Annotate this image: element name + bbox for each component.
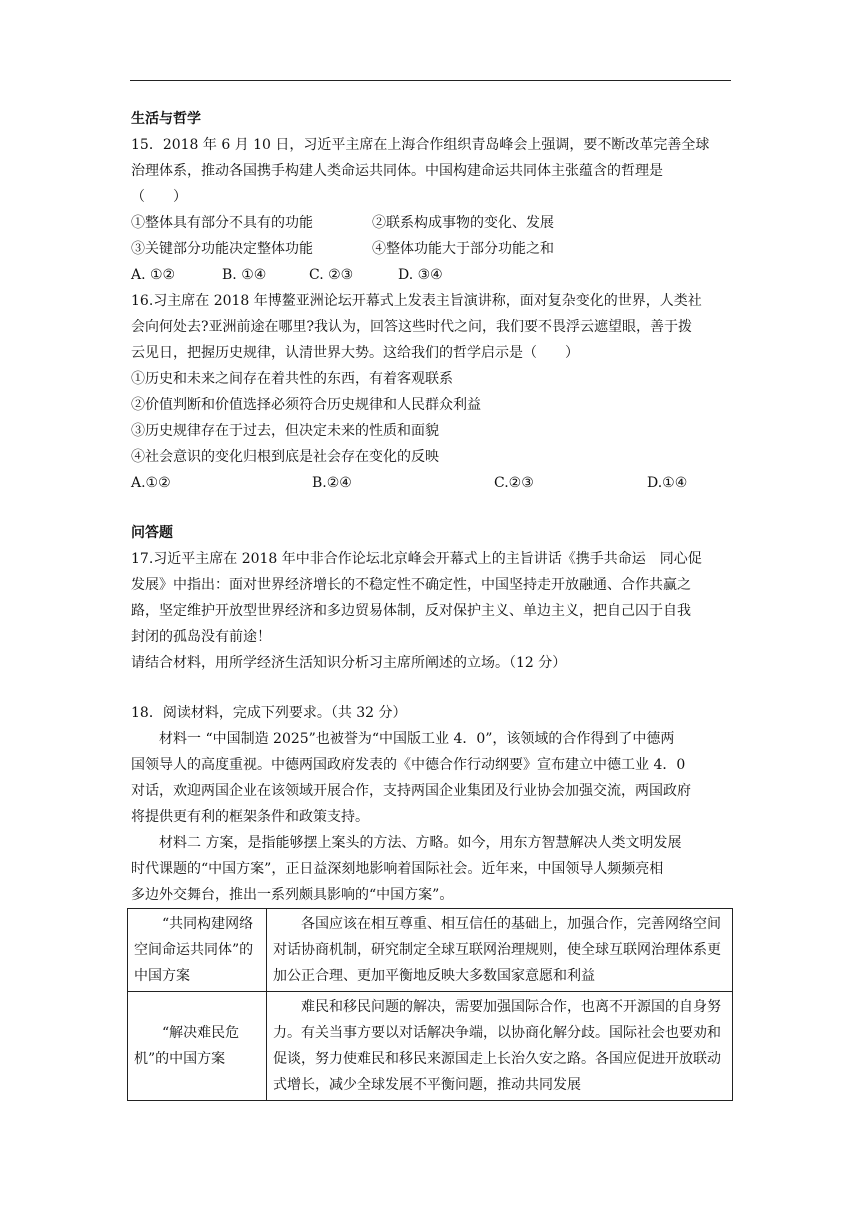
q15-choice-c: C. ②③ <box>309 267 354 283</box>
table-body-text: 难民和移民问题的解决，需要加强国际合作，也离不开源国的自身努力。有关当事方要以对话解决争端，以协商化解分歧。国际社会也要劝和促谈，努力使难民和移民来源国走上长治久安之路。各国应促进开放联动式增长，减少全球发展不平衡问题，推动共同发展 <box>273 999 721 1093</box>
q15-line: 15．2018 年 6 月 10 日，习近平主席在上海合作组织青岛峰会上强调，要不断改革完善全球 <box>131 137 710 153</box>
q16-item: ①历史和未来之间存在着共性的东西，有着客观联系 <box>131 371 453 387</box>
q15-option: ③关键部分功能决定整体功能 <box>131 241 313 257</box>
q17-line: 发展》中指出：面对世界经济增长的不稳定性不确定性，中国坚持走开放融通、合作共赢之 <box>131 577 691 593</box>
question-16 <box>131 288 731 496</box>
q18-material-2-line: 多边外交舞台，推出一系列颇具影响的“中国方案”。 <box>131 887 454 903</box>
q16-line: 会向何处去?亚洲前途在哪里?我认为，回答这些时代之问，我们要不畏浮云遮望眼，善于拨 <box>131 319 693 335</box>
q15-choices <box>131 262 731 288</box>
q16-choices <box>131 470 731 496</box>
q16-item: ③历史规律存在于过去，但决定未来的性质和面貌 <box>131 423 439 439</box>
q17-line: 17.习近平主席在 2018 年中非合作论坛北京峰会开幕式上的主旨讲话《携手共命运 同心促 <box>131 551 702 567</box>
table-cell-label <box>128 992 267 1101</box>
header-rule <box>130 80 731 81</box>
table-cell-text <box>267 909 733 992</box>
q17-line: 请结合材料，用所学经济生活知识分析习主席所阐述的立场。（12 分） <box>131 655 567 671</box>
china-plan-table <box>127 908 733 1101</box>
q16-choice-d: D.①④ <box>647 475 688 491</box>
q15-option-row <box>131 236 731 262</box>
table-cell-text <box>267 992 733 1101</box>
section-title-philosophy: 生活与哲学 <box>131 111 201 127</box>
q16-choice-a: A.①② <box>131 475 171 491</box>
q18-intro: 18．阅读材料，完成下列要求。（共 32 分） <box>131 705 407 721</box>
q18-material-2-line: 材料二 方案，是指能够摆上案头的方法、方略。如今，用东方智慧解决人类文明发展 <box>159 835 682 851</box>
question-18 <box>131 700 731 1101</box>
q15-option-row <box>131 210 731 236</box>
q15-choice-a: A. ①② <box>131 267 176 283</box>
q18-material-1-line: 对话，欢迎两国企业在该领域开展合作，支持两国企业集团及行业协会加强交流，两国政府 <box>131 783 691 799</box>
q18-material-1-line: 材料一 “中国制造 2025”也被誉为“中国版工业 4．0”，该领域的合作得到了中德两 <box>159 731 675 747</box>
table-row <box>128 909 733 992</box>
q18-material-1-line: 国领导人的高度重视。中德两国政府发表的《中德合作行动纲要》宣布建立中德工业 4．0 <box>131 757 686 773</box>
q15-choice-b: B. ①④ <box>222 267 267 283</box>
document-body <box>131 106 731 1101</box>
question-15 <box>131 132 731 288</box>
q16-line: 16.习主席在 2018 年博鳌亚洲论坛开幕式上发表主旨演讲称，面对复杂变化的世界，人类社 <box>131 293 702 309</box>
q16-line: 云见日，把握历史规律，认清世界大势。这给我们的哲学启示是（ ） <box>131 345 579 361</box>
table-label-text: “共同构建网络空间命运共同体”的中国方案 <box>134 916 254 984</box>
section-title-qa: 问答题 <box>131 525 173 541</box>
q17-line: 封闭的孤岛没有前途！ <box>131 629 271 645</box>
q16-choice-c: C.②③ <box>494 475 534 491</box>
q15-option: ④整体功能大于部分功能之和 <box>372 241 554 257</box>
q15-line: 治理体系，推动各国携手构建人类命运共同体。中国构建命运共同体主张蕴含的哲理是 <box>131 163 663 179</box>
q16-item: ②价值判断和价值选择必须符合历史规律和人民群众利益 <box>131 397 481 413</box>
table-body-text: 各国应该在相互尊重、相互信任的基础上，加强合作，完善网络空间对话协商机制，研究制定全球互联网治理规则，使全球互联网治理体系更加公正合理、更加平衡地反映大多数国家意愿和利益 <box>273 916 721 984</box>
table-label-text: “解决难民危机”的中国方案 <box>134 1025 240 1067</box>
q16-choice-b: B.②④ <box>312 475 352 491</box>
q16-item: ④社会意识的变化归根到底是社会存在变化的反映 <box>131 449 439 465</box>
q18-material-1-line: 将提供更有利的框架条件和政策支持。 <box>131 809 369 825</box>
q18-material-2-line: 时代课题的“中国方案”，正日益深刻地影响着国际社会。近年来，中国领导人频频亮相 <box>131 861 664 877</box>
q15-line: （ ） <box>131 189 187 205</box>
q17-line: 路，坚定维护开放型世界经济和多边贸易体制，反对保护主义、单边主义，把自己囚于自我 <box>131 603 691 619</box>
q15-option: ②联系构成事物的变化、发展 <box>372 215 554 231</box>
table-cell-label <box>128 909 267 992</box>
q15-option: ①整体具有部分不具有的功能 <box>131 215 313 231</box>
q15-choice-d: D. ③④ <box>398 267 443 283</box>
table-row <box>128 992 733 1101</box>
question-17 <box>131 546 731 676</box>
